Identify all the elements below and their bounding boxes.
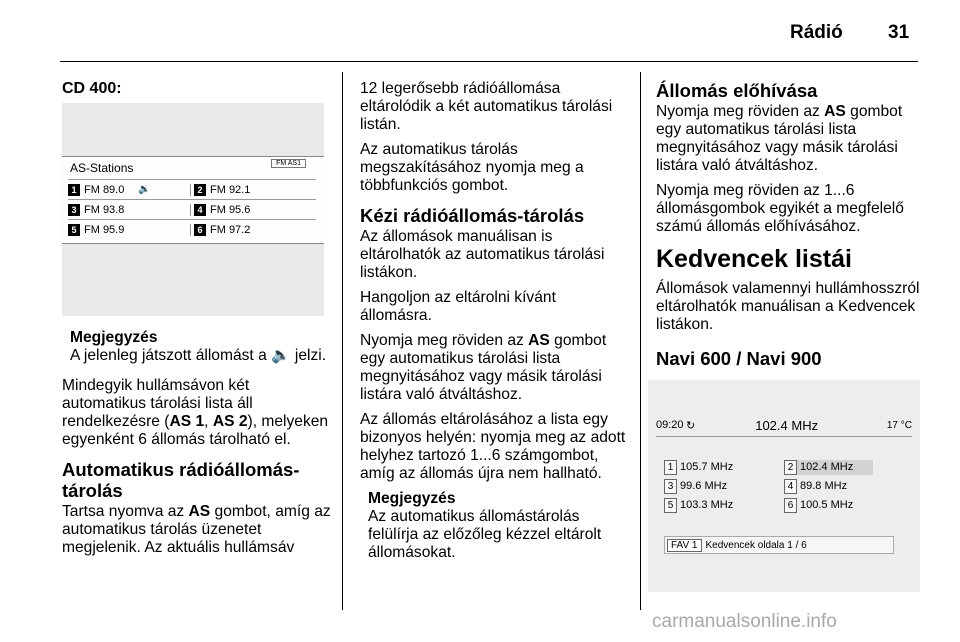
preset-number: 6 — [194, 224, 206, 236]
fav-page-label: Kedvencek oldala 1 / 6 — [705, 539, 807, 551]
text: Tartsa nyomva az — [62, 503, 189, 520]
as2-key: AS 2 — [212, 413, 248, 430]
station-cell — [68, 224, 190, 236]
navi-station-entry — [664, 498, 733, 513]
paragraph: Állomások valamennyi hullámhosszról eltárolhatók manuálisan a Kedvencek listákon. — [656, 280, 920, 333]
column-3 — [656, 80, 926, 371]
section-heading-large: Kedvencek listái — [656, 245, 852, 273]
section-heading: Automatikus rádióállomás-tárolás — [62, 459, 300, 501]
station-row — [68, 199, 316, 219]
header-rule — [60, 61, 918, 62]
station-row — [68, 219, 316, 239]
paragraph: Az állomások manuálisan is eltárolhatók az automatikus tárolási listákon. — [360, 228, 605, 281]
as-key: AS — [824, 103, 846, 120]
navi-station-entry — [664, 479, 727, 494]
paragraph: Hangoljon az eltárolni kívánt állomásra. — [360, 289, 556, 324]
station-cell — [190, 224, 316, 236]
column-2 — [360, 80, 630, 562]
navi-row — [664, 496, 904, 515]
navi-station-entry — [784, 479, 847, 494]
navi-station-entry — [664, 460, 733, 475]
navi-station-cell — [664, 498, 784, 513]
preset-number: 2 — [784, 460, 797, 475]
navi-status-bar — [656, 414, 912, 437]
temperature: 17 °C — [886, 419, 912, 431]
cd400-screen-image — [62, 103, 324, 316]
column-divider-1 — [342, 72, 343, 610]
navi-station-cell — [784, 460, 904, 475]
preset-number: 6 — [784, 498, 797, 513]
preset-number: 1 — [664, 460, 677, 475]
fav-button: FAV 1 — [667, 539, 702, 552]
preset-number: 2 — [194, 184, 206, 196]
navi-screen-image — [648, 380, 920, 592]
navi-station-cell — [664, 479, 784, 494]
clock: 09:20 — [656, 419, 684, 431]
navi-station-cell — [784, 498, 904, 513]
text: ), melyeken egyenként 6 állomás tárolható el. — [62, 413, 329, 448]
station-label: FM 97.2 — [210, 223, 251, 236]
station-label: FM 93.8 — [84, 203, 125, 216]
preset-number: 5 — [68, 224, 80, 236]
page-header-title: Rádió — [790, 22, 843, 43]
as-stations-title: AS-Stations — [70, 161, 134, 175]
station-label: 105.7 MHz — [680, 461, 734, 473]
station-cell — [68, 184, 190, 196]
station-label: FM 95.9 — [84, 223, 125, 236]
note-title: Megjegyzés — [368, 490, 456, 507]
station-label: 100.5 MHz — [800, 499, 854, 511]
preset-number: 4 — [784, 479, 797, 494]
station-label: FM 92.1 — [210, 183, 251, 196]
station-row — [68, 179, 316, 199]
text: gombot, amíg az automatikus tárolás üzenetet megjelenik. Az aktuális hullámsáv — [62, 503, 331, 556]
paragraph: Az állomás eltárolásához a lista egy bizonyos helyén: nyomja meg az adott helyhez tartozó 1...6 számgombot, amíg az állomás újra nem hallható. — [360, 411, 626, 482]
column-1-body — [62, 329, 336, 564]
section-heading: Kézi rádióállomás-tárolás — [360, 205, 585, 226]
text: gombot egy automatikus tárolási lista megnyitásához vagy másik tárolási listára való átváltáshoz. — [360, 332, 607, 403]
note-title: Megjegyzés — [70, 329, 158, 346]
paragraph: Az automatikus tárolás megszakításához nyomja meg a többfunkciós gombot. — [360, 141, 584, 194]
as-stations-panel — [62, 156, 324, 244]
preset-number: 1 — [68, 184, 80, 196]
note-block — [368, 490, 630, 562]
preset-number: 4 — [194, 204, 206, 216]
text: Nyomja meg röviden az — [656, 103, 825, 120]
section-heading: Állomás előhívása — [656, 80, 818, 101]
column-divider-2 — [640, 72, 641, 610]
station-cell — [190, 184, 316, 196]
preset-number: 3 — [664, 479, 677, 494]
note-text: Az automatikus állomástárolás felülírja az előzőleg kézzel eltárolt állomásokat. — [368, 508, 602, 561]
speaker-icon: 🔈 — [271, 347, 291, 364]
station-label: 102.4 MHz — [800, 461, 854, 473]
refresh-icon: ↻ — [686, 419, 696, 432]
navi-row — [664, 477, 904, 496]
as-key: AS — [188, 503, 211, 520]
as-key: AS — [528, 332, 550, 349]
note-block — [70, 329, 336, 365]
preset-number: 3 — [68, 204, 80, 216]
text: Mindegyik hullámsávon két automatikus tárolási lista áll rendelkezésre ( — [62, 377, 253, 430]
cd400-subheading: CD 400: — [62, 80, 122, 97]
station-cell — [190, 204, 316, 216]
paragraph: 12 legerősebb rádióállomása eltárolódik a két automatikus tárolási listán. — [360, 80, 613, 133]
text: Nyomja meg röviden az — [360, 332, 529, 349]
note-text-b: jelzi. — [290, 347, 327, 364]
paragraph — [62, 377, 336, 449]
station-label: 99.6 MHz — [680, 480, 728, 492]
paragraph — [656, 103, 926, 175]
station-label: 103.3 MHz — [680, 499, 734, 511]
favourites-bar — [664, 536, 894, 554]
note-text-a: A jelenleg játszott állomást a — [70, 347, 272, 364]
navi-station-entry — [784, 498, 853, 513]
navi-station-cell — [664, 460, 784, 475]
paragraph — [62, 503, 336, 557]
band-tag: FM AS1 — [271, 159, 306, 168]
column-1 — [62, 80, 332, 105]
paragraph — [360, 332, 630, 404]
station-cell — [68, 204, 190, 216]
navi-station-cell — [784, 479, 904, 494]
speaker-icon: 🔉 — [138, 184, 151, 195]
navi-station-entry — [784, 460, 873, 475]
station-label: FM 95.6 — [210, 203, 251, 216]
station-grid — [68, 179, 316, 239]
text: gombot egy automatikus tárolási lista megnyitásához vagy másik tárolási listára való átváltáshoz. — [656, 103, 903, 174]
watermark: carmanualsonline.info — [652, 611, 837, 632]
text: , — [204, 413, 213, 430]
navi-station-list — [664, 458, 904, 515]
current-frequency: 102.4 MHz — [755, 417, 819, 433]
paragraph: Nyomja meg röviden az 1...6 állomásgombok egyikét a megfelelő számú állomás előhívásához. — [656, 182, 904, 235]
page-number: 31 — [888, 22, 910, 43]
station-label: 89.8 MHz — [800, 480, 848, 492]
section-heading: Navi 600 / Navi 900 — [656, 348, 822, 369]
station-label: FM 89.0 — [84, 183, 125, 196]
preset-number: 5 — [664, 498, 677, 513]
navi-row — [664, 458, 904, 477]
as1-key: AS 1 — [169, 413, 205, 430]
